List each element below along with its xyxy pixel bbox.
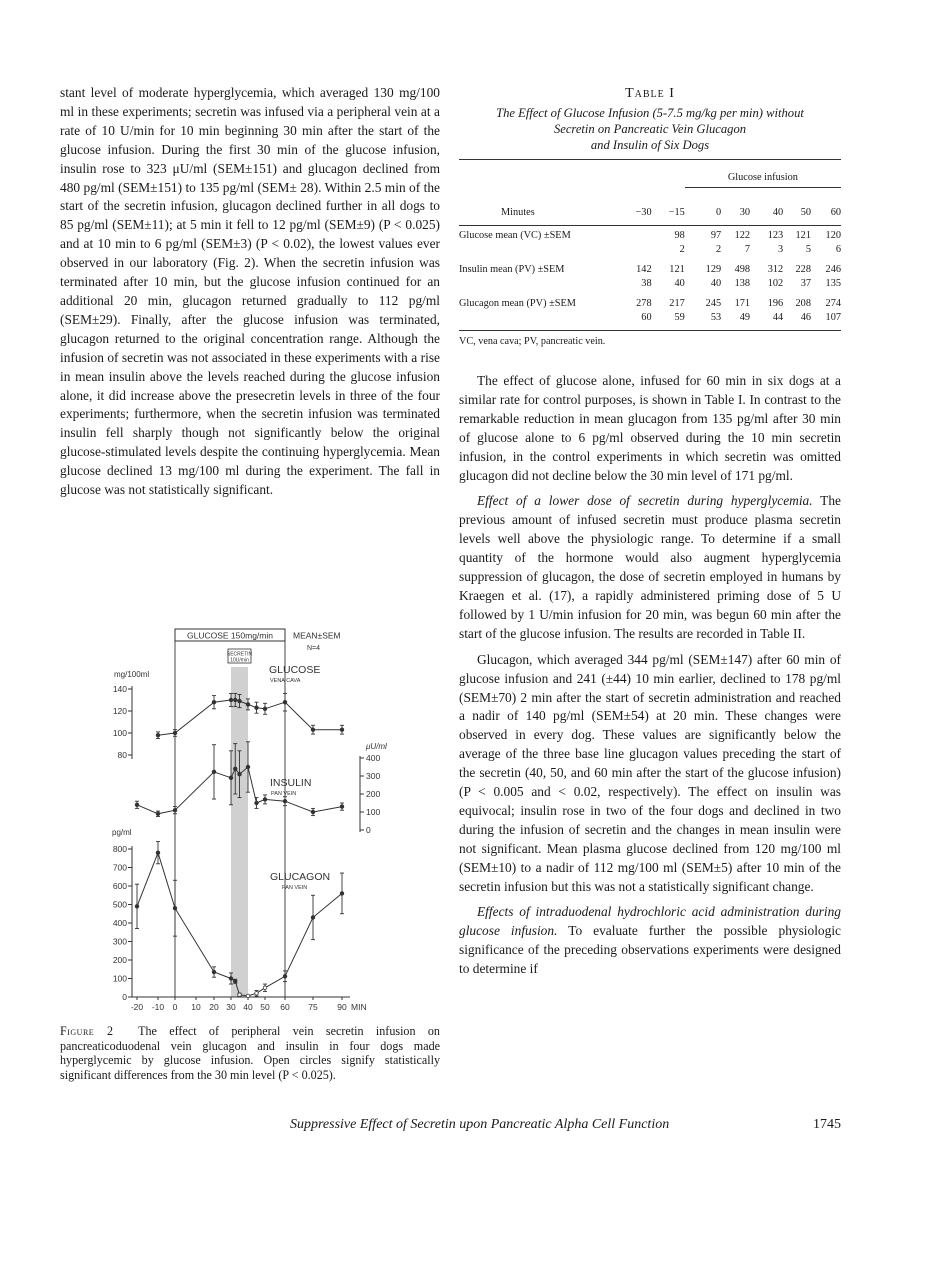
data-point [340, 805, 344, 809]
table-note: VC, vena cava; PV, pancreatic vein. [459, 336, 606, 347]
col-header: −15 [668, 207, 685, 218]
table-row [459, 298, 841, 312]
cell: 138 [734, 278, 751, 289]
table-title: Table I [625, 86, 675, 101]
data-point [233, 767, 237, 771]
cell: 312 [767, 264, 784, 275]
cell [620, 230, 652, 244]
data-point [255, 992, 259, 996]
row-label: Glucagon mean (PV) ±SEM [459, 298, 576, 309]
cell: 228 [795, 264, 811, 275]
cell: 274 [825, 298, 841, 309]
glucose-tick-label: 140 [112, 684, 127, 694]
cell [620, 244, 652, 258]
insulin-series-label: INSULIN [270, 777, 312, 789]
table-body [459, 160, 841, 326]
x-tick-label: 60 [280, 1002, 290, 1012]
cell: 246 [825, 264, 841, 275]
x-tick-label: 40 [243, 1002, 253, 1012]
data-point [255, 801, 259, 805]
data-point [311, 728, 315, 732]
data-point [135, 905, 139, 909]
cell: 60 [641, 312, 652, 323]
cell: 196 [767, 298, 784, 309]
data-point [233, 698, 237, 702]
cell: 217 [669, 298, 685, 309]
cell: 120 [825, 230, 841, 241]
glucagon-tick-label: 400 [112, 918, 127, 928]
data-point [135, 803, 139, 807]
cell: 171 [734, 298, 751, 309]
data-point [255, 706, 259, 710]
glucagon-series-sub: PAN VEIN [282, 885, 308, 891]
body-paragraph [459, 903, 841, 979]
data-point [229, 698, 233, 702]
data-point [212, 700, 216, 704]
insulin-tick-label: 100 [366, 807, 381, 817]
col-header: 60 [830, 207, 841, 218]
data-point [238, 772, 242, 776]
cell: 7 [744, 244, 751, 255]
cell: 2 [715, 244, 722, 255]
cell: 245 [705, 298, 722, 309]
figure-2 [110, 627, 440, 1017]
running-title: Suppressive Effect of Secretin upon Pancreatic Alpha Cell Function [290, 1117, 670, 1132]
data-point [246, 703, 250, 707]
cell: 122 [734, 230, 751, 241]
glucagon-unit-label: pg/ml [112, 828, 132, 837]
x-tick-label: 30 [226, 1002, 236, 1012]
glucagon-tick-label: 0 [122, 992, 127, 1002]
data-point [283, 974, 287, 978]
cell: 121 [795, 230, 811, 241]
insulin-tick-label: 200 [366, 789, 381, 799]
cell: 59 [674, 312, 685, 323]
group-header: Glucose infusion [727, 171, 798, 183]
data-point [263, 707, 267, 711]
x-tick-label: 75 [308, 1002, 318, 1012]
cell: 135 [825, 278, 841, 289]
glucagon-series-label: GLUCAGON [270, 871, 331, 883]
glucose-tick-label: 120 [112, 706, 127, 716]
glucose-series-sub: VENA CAVA [270, 678, 301, 684]
cell: 37 [800, 278, 811, 289]
table-row [459, 264, 841, 278]
x-tick-label: -10 [151, 1002, 165, 1012]
table-row [459, 244, 841, 258]
insulin-unit-label: μU/ml [366, 742, 387, 751]
glucose-unit-label: mg/100ml [114, 670, 150, 679]
data-point [212, 770, 216, 774]
cell: 278 [636, 298, 652, 309]
cell: 3 [778, 244, 784, 255]
table-caption-line: The Effect of Glucose Infusion (5-7.5 mg/kg per min) without [496, 106, 804, 120]
cell: 6 [835, 244, 841, 255]
row-label: Glucose mean (VC) ±SEM [459, 230, 571, 241]
table-1 [459, 86, 841, 347]
x-tick-label: 0 [172, 1002, 178, 1012]
body-paragraph: Glucagon, which averaged 344 pg/ml (SEM±147) after 60 min of glucose infusion and 241 (±44) 10 min earlier, declined to 178 pg/ml (SEM±70) 2 min after the start of secretin administration and reached a nadir of 140 pg/ml (SEM±54) at 20 min. These changes were observed in every dog. These values are significantly below the average of the three base line glucagon values preceding the start of the secretin (40, 50, and 60 min after the start of the glucose infusion) (P < 0.005 and < 0.02, respectively). The effect on insulin was equivocal; insulin rose in two of the four dogs and declined in two during the infusion of secretin and the changes in mean insulin were not significant. Mean plasma glucose declined from 120 mg/100 ml (SEM±10) to a nadir of 112 mg/100 ml (SEM±5) after 10 min of the secretin infusion but this was not a statistically significant change. [459, 651, 841, 894]
figure-2-chart [110, 627, 440, 1017]
glucagon-tick-label: 200 [112, 955, 127, 965]
data-point [156, 812, 160, 816]
section-heading: Effects of intraduodenal hydrochloric acid administration during glucose infusion. [459, 904, 841, 939]
x-tick-label: 10 [191, 1002, 201, 1012]
figure-caption-text: The effect of peripheral vein secretin infusion on pancreaticoduodenal vein glucagon and insulin in four dogs made hyperglycemic by glucose infusion. Open circles signify statistically significant differences from the 30 min level (P < 0.025). [60, 1024, 440, 1082]
cell: 5 [805, 244, 811, 255]
glucagon-tick-label: 700 [112, 862, 127, 873]
data-point [238, 993, 242, 997]
data-point [156, 733, 160, 737]
data-point [263, 986, 267, 990]
mean-sem-label: MEAN±SEM [293, 630, 341, 641]
data-point [340, 892, 344, 896]
figure-label: Figure 2 [60, 1024, 114, 1038]
data-point [173, 906, 177, 910]
page-footer [290, 1117, 841, 1133]
x-tick-label: -20 [130, 1002, 144, 1012]
data-point [229, 977, 233, 981]
body-paragraph [459, 492, 841, 643]
x-axis-unit: MIN [351, 1002, 367, 1012]
glucose-box-label: GLUCOSE 150mg/min [187, 630, 273, 641]
data-point [246, 765, 250, 769]
glucagon-tick-label: 800 [112, 844, 127, 854]
data-point [340, 728, 344, 732]
cell: 102 [767, 278, 784, 289]
cell: 38 [641, 278, 652, 289]
cell: 53 [710, 312, 722, 323]
data-point [311, 810, 315, 814]
cell: 44 [772, 312, 784, 323]
col-header: 50 [800, 207, 811, 218]
x-tick-label: 20 [209, 1002, 219, 1012]
cell: 498 [734, 264, 751, 275]
data-point [246, 994, 250, 998]
data-point [212, 970, 216, 974]
insulin-tick-label: 300 [366, 771, 381, 781]
cell: 208 [795, 298, 811, 309]
x-tick-label: 50 [260, 1002, 270, 1012]
table-row [459, 278, 841, 292]
col-header: 30 [739, 207, 751, 218]
section-heading: Effect of a lower dose of secretin during hyperglycemia. [477, 493, 813, 509]
paragraph-text: To evaluate further the possible physiologic significance of the preceding observations experiments were designed to determine if [459, 923, 841, 977]
data-point [173, 808, 177, 812]
cell: 40 [674, 278, 685, 289]
insulin-tick-label: 0 [366, 825, 371, 835]
table-row [459, 312, 841, 326]
data-point [233, 979, 237, 983]
col-header: Minutes [501, 207, 535, 218]
paragraph-text: The previous amount of infused secretin must produce plasma secretin levels well above the physiologic range. To determine if a small quantity of the hormone would also augment hyperglycemia suppression of glucagon, the dose of secretin employed in humans by Kraegen et al. (17), a rapidly administered priming dose of 5 U followed by 1 U/min infusion for 20 min, was begun 60 min after the start of the glucose infusion. The results are recorded in Table II. [459, 493, 841, 641]
glucagon-tick-label: 100 [112, 973, 127, 984]
x-tick-label: 90 [337, 1002, 347, 1012]
col-header: −30 [635, 207, 652, 218]
cell: 2 [679, 244, 685, 255]
figure-caption [60, 1024, 440, 1082]
cell: 46 [800, 312, 811, 323]
data-point [263, 798, 267, 802]
cell: 98 [674, 230, 685, 241]
body-paragraph: stant level of moderate hyperglycemia, which averaged 130 mg/100 ml in these experiments; secretin was infused via a peripheral vein at a rate of 10 U/min for 10 min beginning 30 min after the start of the glucose infusion. During the first 30 min of the glucose infusion, insulin rose to 323 μU/ml (SEM±151) and glucagon declined from 480 pg/ml (SEM±151) to 135 pg/ml (SEM± 28). Within 2.5 min of the start of the secretin infusion, glucagon declined further in all dogs to 85 pg/ml (SEM±11); at 5 min it fell to 12 pg/ml (SEM±9) (P < 0.025) and at 10 min to 6 pg/ml (SEM±3) (P < 0.02), the lowest values ever observed in our laboratory (Fig. 2). When the secretin infusion was terminated after 10 min, but the glucose infusion continued for an additional 20 min, glucagon returned gradually to 112 pg/ml (SEM±29). Finally, after the glucose infusion was terminated, glucagon returned to the original concentration range. Although the infusion of secretin was not associated in these experiments with a rise in mean insulin above the levels reached during the glucose infusion alone, it did increase above the presecretin levels in three of the four experiments; furthermore, when the secretin infusion was terminated insulin fell sharply though not significantly below the original glucose-stimulated levels despite the continuing hyperglycemia. Mean glucose declined 13 mg/100 ml during the experiment. The fall in glucose was not statistically significant. [60, 85, 440, 498]
glucose-series-label: GLUCOSE [269, 664, 321, 676]
left-column [60, 84, 440, 500]
page-number: 1745 [813, 1117, 841, 1132]
cell: 40 [710, 278, 722, 289]
data-point [283, 799, 287, 803]
secretin-label: SECRETIN [226, 651, 253, 658]
group-rule [685, 187, 841, 207]
body-paragraph: The effect of glucose alone, infused for 60 min in six dogs at a similar rate for control purposes, is shown in Table I. In contrast to the remarkable reduction in mean glucagon from 135 pg/ml after 30 min of glucose alone to 6 pg/ml observed during the 10 min secretin infusion, in the control experiments in which secretin was omitted glucagon did not decline below the 30 min level of 171 pg/ml. [459, 373, 841, 483]
cell: 107 [825, 312, 841, 323]
cell: 121 [669, 264, 685, 275]
data-point [156, 851, 160, 855]
table-caption [459, 105, 841, 153]
right-column [459, 372, 841, 986]
col-header: 40 [772, 207, 784, 218]
cell: 49 [739, 312, 751, 323]
insulin-series-sub: PAN VEIN [271, 791, 297, 797]
n-label: N=4 [307, 645, 321, 652]
cell: 123 [767, 230, 784, 241]
row-label: Insulin mean (PV) ±SEM [459, 264, 565, 275]
cell: 142 [636, 264, 652, 275]
data-point [173, 731, 177, 735]
glucagon-tick-label: 600 [112, 881, 127, 891]
table-caption-line: Secretin on Pancreatic Vein Glucagon [553, 122, 747, 136]
glucagon-tick-label: 300 [112, 936, 127, 947]
glucose-tick-label: 100 [112, 728, 127, 738]
table-caption-line: and Insulin of Six Dogs [590, 138, 710, 152]
data-point [229, 776, 233, 780]
data-point [283, 700, 287, 704]
col-header: 0 [715, 207, 722, 218]
secretin-rate-label: 10U/min [230, 657, 249, 664]
table-row [459, 230, 841, 244]
glucagon-tick-label: 500 [112, 899, 127, 910]
cell: 129 [705, 264, 722, 275]
data-point [311, 916, 315, 920]
glucose-tick-label: 80 [117, 750, 127, 760]
insulin-tick-label: 400 [366, 753, 381, 763]
cell: 97 [710, 230, 722, 241]
data-point [238, 699, 242, 703]
table-bottom-rule [459, 330, 841, 331]
secretin-band [231, 667, 248, 997]
